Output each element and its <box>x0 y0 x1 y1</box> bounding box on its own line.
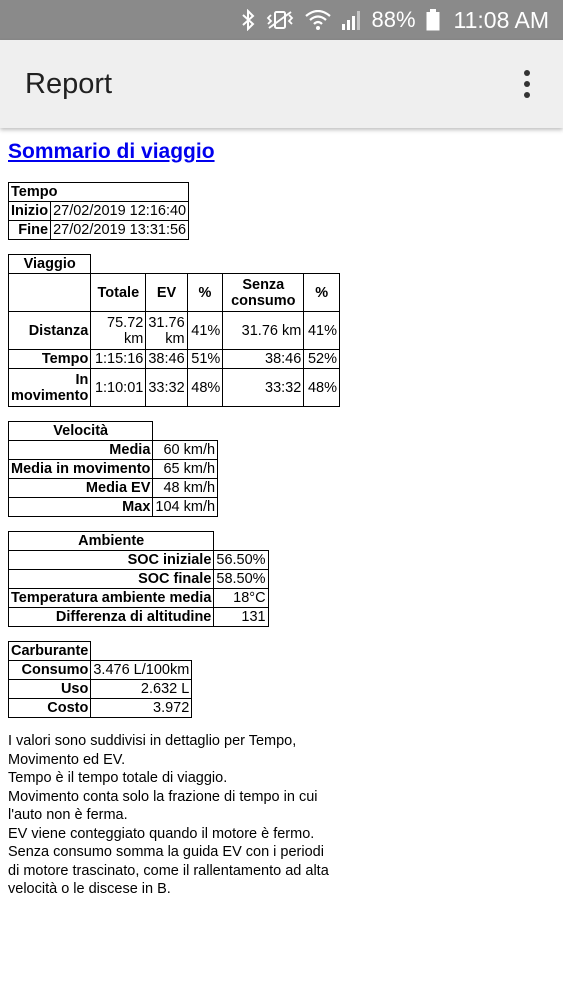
note-line: Movimento conta solo la frazione di tempo in cui l'auto non è ferma. <box>8 788 318 823</box>
row-value: 3.972 <box>91 699 192 718</box>
table-row <box>9 608 269 627</box>
row-label: Media in movimento <box>9 460 153 479</box>
cell-totale: 1:15:16 <box>91 350 146 369</box>
column-header: Totale <box>91 274 146 312</box>
row-value: 58.50% <box>214 570 268 589</box>
note-line: EV viene conteggiato quando il motore è fermo. <box>8 825 315 842</box>
explanatory-notes <box>8 732 338 899</box>
ambiente-table <box>8 531 269 627</box>
cell-ev: 31.76 km <box>146 312 187 350</box>
table-row <box>9 202 189 221</box>
cell-ev-pct: 48% <box>187 369 223 407</box>
row-label: Tempo <box>9 350 91 369</box>
row-value: 131 <box>214 608 268 627</box>
note-line: I valori sono suddivisi in dettaglio per Tempo, Movimento ed EV. <box>8 733 297 768</box>
row-label: Uso <box>9 680 91 699</box>
signal-icon <box>341 10 363 30</box>
row-value: 27/02/2019 12:16:40 <box>51 202 189 221</box>
note-line: Tempo è il tempo totale di viaggio. <box>8 770 228 786</box>
row-label: Costo <box>9 699 91 718</box>
table-row <box>9 661 192 680</box>
table-row <box>9 460 218 479</box>
row-label: Media <box>9 441 153 460</box>
column-header: EV <box>146 274 187 312</box>
row-value: 56.50% <box>214 551 268 570</box>
table-row <box>9 498 218 517</box>
tempo-table <box>8 182 189 240</box>
table-header-row <box>9 274 340 312</box>
row-label: Consumo <box>9 661 91 680</box>
row-label: SOC iniziale <box>9 551 214 570</box>
table-row <box>9 680 192 699</box>
row-label: Fine <box>9 221 51 240</box>
viaggio-table <box>8 254 340 407</box>
app-bar <box>0 40 563 128</box>
row-label: Differenza di altitudine <box>9 608 214 627</box>
table-row <box>9 312 340 350</box>
row-value: 104 km/h <box>153 498 218 517</box>
report-content <box>0 128 563 905</box>
row-label: Temperatura ambiente media <box>9 589 214 608</box>
cell-ev-pct: 41% <box>187 312 223 350</box>
row-value: 27/02/2019 13:31:56 <box>51 221 189 240</box>
bluetooth-icon <box>241 9 255 31</box>
vibrate-icon <box>265 10 295 30</box>
ambiente-header: Ambiente <box>9 532 214 551</box>
row-value: 3.476 L/100km <box>91 661 192 680</box>
page-title: Report <box>25 67 113 100</box>
row-label: Media EV <box>9 479 153 498</box>
cell-senza-pct: 48% <box>304 369 340 407</box>
table-row <box>9 699 192 718</box>
cell-senza: 38:46 <box>223 350 304 369</box>
viaggio-header: Viaggio <box>9 255 91 274</box>
row-value: 2.632 L <box>91 680 192 699</box>
row-label: SOC finale <box>9 570 214 589</box>
cell-senza: 31.76 km <box>223 312 304 350</box>
row-label: Distanza <box>9 312 91 350</box>
cell-ev: 33:32 <box>146 369 187 407</box>
wifi-icon <box>305 10 331 30</box>
overflow-menu-icon[interactable] <box>507 59 547 109</box>
table-row <box>9 441 218 460</box>
row-label: Inizio <box>9 202 51 221</box>
cell-senza: 33:32 <box>223 369 304 407</box>
table-row <box>9 589 269 608</box>
table-row <box>9 369 340 407</box>
row-value: 65 km/h <box>153 460 218 479</box>
velocita-header: Velocità <box>9 422 153 441</box>
battery-percent: 88% <box>371 7 416 32</box>
table-row <box>9 479 218 498</box>
column-header: % <box>187 274 223 312</box>
velocita-table <box>8 421 218 517</box>
note-line: Senza consumo somma la guida EV con i periodi di motore trascinato, come il rallentamento ad alta velocità o le discese in B. <box>8 844 329 897</box>
table-row <box>9 221 189 240</box>
table-row <box>9 551 269 570</box>
tempo-header: Tempo <box>9 183 189 202</box>
row-value: 18°C <box>214 589 268 608</box>
row-value: 48 km/h <box>153 479 218 498</box>
cell-ev-pct: 51% <box>187 350 223 369</box>
cell-senza-pct: 52% <box>304 350 340 369</box>
row-label: Max <box>9 498 153 517</box>
cell-senza-pct: 41% <box>304 312 340 350</box>
row-label: In movimento <box>9 369 91 407</box>
carburante-header: Carburante <box>9 642 91 661</box>
column-header: Senza consumo <box>223 274 304 312</box>
carburante-table <box>8 641 192 718</box>
cell-totale: 75.72 km <box>91 312 146 350</box>
battery-icon <box>426 9 440 31</box>
report-heading[interactable]: Sommario di viaggio <box>8 140 215 163</box>
cell-totale: 1:10:01 <box>91 369 146 407</box>
table-row <box>9 350 340 369</box>
column-header: % <box>304 274 340 312</box>
status-bar <box>0 0 563 40</box>
table-row <box>9 570 269 589</box>
cell-ev: 38:46 <box>146 350 187 369</box>
clock: 11:08 AM <box>453 6 549 33</box>
row-value: 60 km/h <box>153 441 218 460</box>
